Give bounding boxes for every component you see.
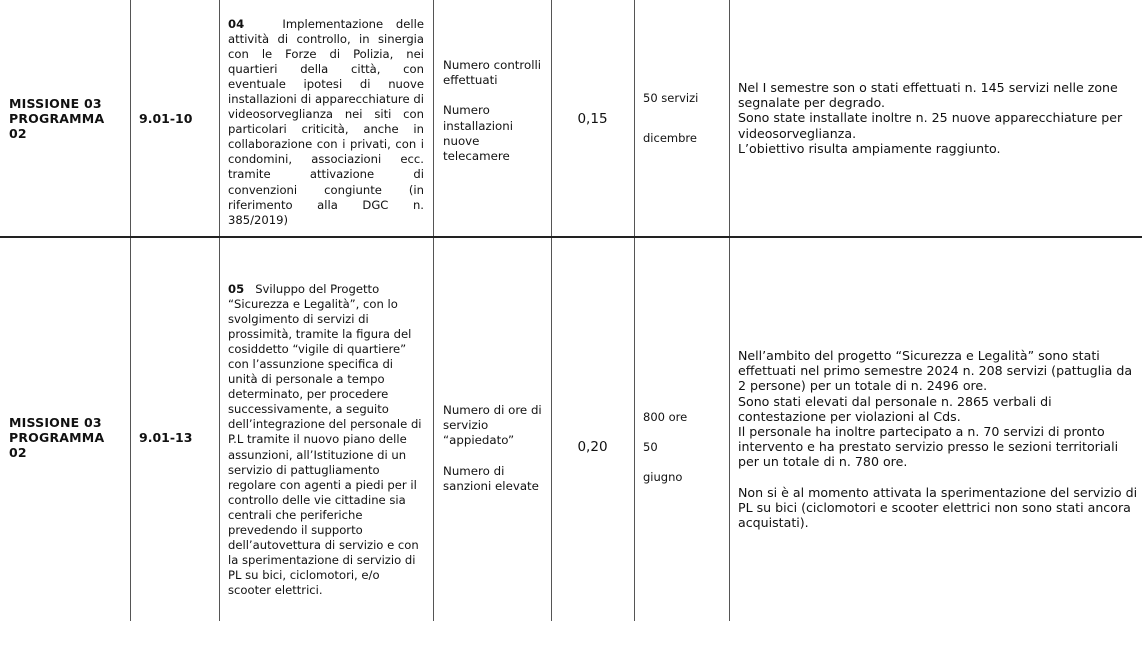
weight-value: 0,15 — [577, 110, 608, 127]
program-number: 02 — [9, 444, 27, 460]
target-2: dicembre — [643, 131, 697, 145]
mission-label: MISSIONE 03 — [9, 96, 102, 111]
table-row — [0, 237, 1142, 621]
indicator-1: Numero controlli effettuati — [443, 58, 542, 88]
weight-cell — [551, 0, 634, 237]
indicator-2: Numero installazioni nuove telecamere — [443, 103, 513, 164]
table-row — [0, 0, 1142, 237]
indicator-2: Numero di sanzioni elevate — [443, 463, 539, 493]
activity-number: 04 — [228, 17, 245, 31]
target-cell — [643, 91, 729, 146]
activity-number: 05 — [228, 282, 245, 296]
target-2: 50 — [643, 440, 658, 454]
indicator-cell — [443, 58, 543, 164]
indicator-cell — [443, 403, 547, 494]
target-cell — [643, 410, 729, 485]
result-line: Nell’ambito del progetto “Sicurezza e Legalità” sono stati effettuati nel primo semestre 2024 n. 208 servizi (pattuglia da 2 persone) per un totale di n. 2496 ore. — [738, 348, 1133, 394]
result-line: Sono state installate inoltre n. 25 nuove apparecchiature per videosorveglianza. — [738, 110, 1123, 141]
target-1: 800 ore — [643, 410, 688, 424]
result-line — [738, 470, 1138, 485]
program-label: PROGRAMMA — [9, 111, 105, 126]
program-label: PROGRAMMA — [9, 429, 105, 445]
indicator-1: Numero di ore di servizio “appiedato” — [443, 403, 542, 448]
code-cell — [139, 0, 219, 237]
activity-description: Sviluppo del Progetto “Sicurezza e Legalità”, con lo svolgimento di servizi di prossimità, tramite la figura del cosiddetto “vigile di quartiere” con l’assunzione specifica di unità di personale a tempo determinato, per procedere successivamente, a seguito dell’integrazione del personale di P.L tramite il nuovo piano delle assunzioni, all’Istituzione di un servizio di pattugliamento regolare con agenti a piedi per il controllo delle vie cittadine sia centrali che periferiche prevedendo il supporto dell’autovettura di servizio e con la sperimentazione di servizio di PL su bici, ciclomotori, e/o scooter elettrici. — [228, 282, 422, 597]
result-line: L’obiettivo risulta ampiamente raggiunto. — [738, 140, 1001, 156]
target-3: giugno — [643, 470, 683, 484]
result-line: Sono stati elevati dal personale n. 2865 verbali di contestazione per violazioni al Cds. — [738, 393, 1052, 424]
result-cell — [738, 348, 1138, 530]
activity-cell — [228, 282, 426, 598]
code-cell — [139, 237, 219, 637]
result-line: Nel I semestre son o stati effettuati n. 145 servizi nelle zone segnalate per degrado. — [738, 80, 1118, 111]
activity-cell — [228, 17, 424, 228]
weight-value: 0,20 — [577, 439, 608, 455]
result-line: Il personale ha inoltre partecipato a n. 70 servizi di pronto intervento e ha prestato servizio presso le sezioni territoriali per un totale di n. 780 ore. — [738, 424, 1119, 470]
result-line: Non si è al momento attivata la sperimentazione del servizio di PL su bici (ciclomotori e scooter elettrici non sono stati ancora acquistati). — [738, 484, 1138, 531]
mission-cell — [9, 0, 129, 237]
activity-description: Implementazione delle attività di controllo, in sinergia con le Forze di Polizia, nei quartieri della città, con eventuale ipotesi di nuove installazioni di apparecchiature di videosorveglianza nei siti con particolari criticità, anche in collaborazione con i privati, con i condomini, associazioni ecc. tramite attivazione di convenzioni congiunte (in riferimento alla DGC n. 385/2019) — [228, 17, 424, 227]
target-1: 50 servizi — [643, 91, 699, 105]
mission-label: MISSIONE 03 — [9, 414, 102, 430]
objective-code: 9.01-10 — [139, 111, 193, 126]
result-cell — [738, 80, 1138, 156]
weight-cell — [551, 237, 634, 657]
objective-code: 9.01-13 — [139, 429, 193, 445]
mission-cell — [9, 237, 129, 637]
program-number: 02 — [9, 126, 27, 141]
